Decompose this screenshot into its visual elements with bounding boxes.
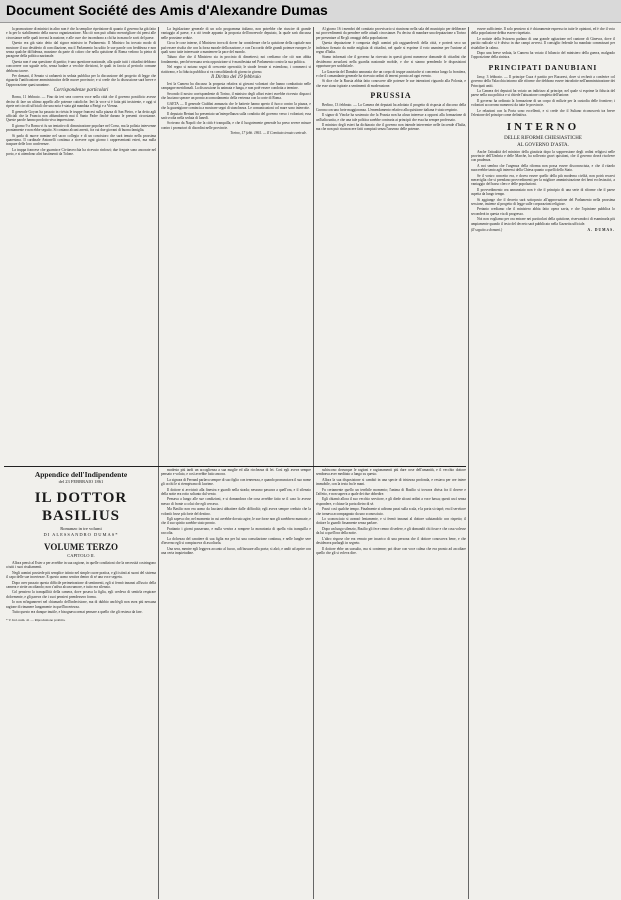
paragraph: Tutto questo era dunque inutile, e bisognava ormai pensare a quello che gli restava da fare. (12, 610, 143, 615)
paragraph: GAETA — Il generale Cialdini annunzia che le batterie hanno aperto il fuoco contro la piazza, e che la guarnigione comincia a mostrare segni di stanchezza. Le comunicazioni col mare sono interrotte. (161, 101, 311, 111)
paragraph: Scrivono da Napoli che la città è tranquilla, e che il luogotenente generale ha preso severe misure contro i promotori di disordini nelle provincie. (161, 121, 311, 130)
novel-author: DI ALESSANDRO DUMAS* (43, 532, 119, 537)
paragraph: Dopo un lungo silenzio, Basilio gli fece cenno di sedere, e gli domandò chi fosse e che cosa volesse da lui a quell'ora della notte. (316, 526, 466, 536)
author-signature: A. DUMAS. (587, 228, 615, 232)
paragraph: Per domani, il Senato si radunerà in seduta pubblica per la discussione del progetto di legge che riguarda l'unificazione amministrativa delle nuove provincie; e si crede che la discussione sarà breve e l'approvazione quasi unanime. (6, 74, 156, 87)
paragraph: Allora la sua disposizione si cambiò in una specie di tristezza profonda, e restava per ore intere immobile, con la testa fra le mani. (316, 477, 466, 487)
paragraph: Il dottore ebbe un sussulto, ma si contenne; poi disse con voce calma che era pronto ad ascoltare quello che gli si voleva dire. (316, 546, 466, 555)
paragraph: A noi sembra che l'urgenza della riforma non possa essere disconosciuta, e che il ritardo nuocerebbe tanto agli interessi della Chiesa quanto a quelli dello Stato. (471, 163, 615, 173)
paragraph: Noi non vogliamo per ora entrare nei particolari della quistione, riservandoci di esaminarla più ampiamente quando il testo del decreto sarà pubblicato nella Gazzetta ufficiale. (471, 217, 615, 226)
feuilleton-label: Appendice dell'Indipendente (34, 470, 128, 479)
paragraph: Lo sconosciuto si avanzò lentamente, e si fermò innanzi al dottore salutandolo con rispetto; il dottore lo guardò fissamente senza parlare. (316, 517, 466, 526)
paragraph: subiscono dovunque le ragioni e ragionamenti più dure cose dell'umanità, e il vecchio dottore sembrava aver meditato a lungo su questo. (316, 468, 466, 477)
paragraph: la promozione di ministri in altro non è che la semplice ripetizione di quanto il governo ha già fatto e fa per lo stabilimento della nuova organizzazione. Ma ciò non può affatto meravigliare chi pensi alle circostanze nelle quali trovasi la nazione, e alle cure che incombono a chi ha in mano le sorti del paese. (6, 27, 156, 40)
section-subheading: AL GOVERNO D'ASTA. (517, 142, 569, 148)
paragraph: Si dice che la Russia abbia fatto conoscere alle potenze le sue intenzioni riguardo alla Polonia, e che esse siano ispirate a sentimenti di moderazione. (316, 79, 466, 88)
paragraph: La Camera dei deputati ha votato un indirizzo al principe, nel quale si esprime la fiducia del paese nella sua politica e si chiede l'attuazione completa dell'unione. (471, 89, 615, 98)
column-rule (158, 27, 159, 899)
paragraph: La signora di Ferrand parlava sempre di suo figlio con tenerezza, e quando pronunciava il suo nome gli occhi le si riempivano di lacrime. (161, 477, 311, 487)
feuilleton-column-2 (161, 468, 311, 898)
signature: Torino, 17 febb. 1861. — Il Comitato tenuto centrale. (230, 131, 307, 136)
paragraph: Il deputato Bertani ha presentato un'interpellanza sulla condotta del governo verso i volontari; essa sarà svolta nella seduta di lunedì. (161, 111, 311, 120)
feuilleton (6, 468, 156, 898)
paragraph: essere sufficiente. Il solo pensiero si è chiaramente espresso in tutte le opinioni, ed è che il voto della popolazione debba essere rispettato. (471, 27, 615, 36)
paragraph: Circa le cose interne, il Ministero trova di dover far considerare che la quistione della capitale non può essere risolta che con la forza morale della nazione, e con l'accordo delle grandi potenze europee, le quali sono tutte interessate a mantenere la pace del mondo. (161, 41, 311, 55)
paragraph: Jassy, 3 febbraio. — Il principe Cuza è partito per Bucarest, dove si recherà a conferire col governo della Valacchia intorno alle riforme che debbono essere introdotte nell'amministrazione dei Principati uniti. (471, 74, 615, 88)
paragraph: Roma, 11 febbraio. — Fino da ieri sera correva voce nella città che il governo pontificio avesse deciso di fare un ultimo appello alle potenze cattoliche. Ieri la voce si è fatta più insistente, e oggi si ripete nei circoli ufficiali che una nota è stata già mandata a Parigi e a Vienna. (6, 95, 156, 109)
paragraph: Anche l'attualità del ministro della giustizia dopo la soppressione degli ordini religiosi nelle provincie dell'Umbria e delle Marche, ha sollevato gravi quistioni, che il governo dovrà risolvere con prudenza. (471, 149, 615, 163)
section-subheading: DELLE RIFORME CHIESIASTICHE (504, 135, 582, 141)
continuation-note: (Il seguito a domani.) (471, 228, 503, 232)
footnote: * V. Ind. num. 41 — Riproduzione proibita. (6, 618, 66, 623)
paragraph: Secondo il nostro corrispondente di Torino, il ministro degli affari esteri avrebbe ricevuto dispacci che lasciano sperare un pronto accomodamento della vertenza con la corte di Roma. (161, 91, 311, 101)
paragraph: La truppa francese che guarnisce Civitavecchia ha ricevuto rinforzi; due fregate sono ancorate nel porto, e si attendono altri bastimenti da Tolone. (6, 147, 156, 157)
feuilleton-date: del 23 FEBBRAIO 1861 (58, 479, 104, 484)
paragraph: Le relazioni con la Porta sono eccellenti, e si crede che il Sultano riconoscerà tra breve l'elezione del principe come definitiva. (471, 108, 615, 118)
column-2 (161, 27, 311, 469)
paragraph: Il provvedimento ora annunziato non è che il principio di una serie di riforme che il paese aspetta da lungo tempo. (471, 187, 615, 197)
paragraph: Egli sapeva che, nel momento in cui avrebbe dovuto agire, le sue forze non gli sarebbero mancate, e che il suo spirito sarebbe stato pronto. (161, 517, 311, 526)
paragraph: Col pensiero la tranquillità della camera, dove posava la figlia, egli credeva di sentirla respirare dolcemente, e gli pareva che i suoi pensieri prendessero forma. (6, 590, 156, 599)
paragraph: modesto più tardi un accoglienza a sua moglie ed alla ricchezza di lei. Così egli aveva sempre pensato e voluto, e così avrebbe fatto ancora. (161, 468, 311, 477)
paragraph: Negli uomini possiede più semplice istinto nel simple cuore pratica, e gli istinti ai suoni del sistema il capo delle sue incertezze. E questo uomo sentiva dentro di sé una voce segreta. (6, 570, 156, 580)
feuilleton-column-3 (316, 468, 466, 898)
section-heading: PRINCIPATI DANUBIANI (488, 62, 598, 72)
paragraph: Il governo ha ordinato la formazione di un corpo di milizie per la custodia delle frontiere; i volontari accorrono numerosi da tutte le provincie. (471, 98, 615, 108)
paragraph: Fu certamente quello un terribile momento; l'anima di Basilio si trovava divisa fra il dovere e l'affetto, e non sapeva a quale dei due obbedire. (316, 487, 466, 497)
column-rule (313, 27, 314, 899)
paragraph: La Gazzetta del Danubio annunzia che un corpo di truppe austriache si concentra lungo la frontiera, e che il comandante generale ha ricevuto ordini di tenersi pronto ad ogni evento. (316, 69, 466, 79)
column-rule (468, 27, 469, 899)
paragraph: Passò così qualche tempo. Finalmente si udirono passi sulla scala, e la porta si riaprì; era il servitore che tornava accompagnato da uno sconosciuto. (316, 507, 466, 516)
paragraph: Le notizie della Svizzera parlano di una grande agitazione nel cantone di Ginevra, dove il partito radicale si è diviso in due campi avversi. Il consiglio federale ha mandato commissari per ristabilire la calma. (471, 36, 615, 50)
paragraph: Pertanto crediamo che il ministero abbia fatto opera savia, e che l'opinione pubblica lo seconderà in questa via di progresso. (471, 207, 615, 216)
column-3 (316, 27, 466, 469)
paragraph: Al giorno 16 i membri del comitato provvisorio si riunirono nella sala del municipio per deliberare sui provvedimenti da prendere nelle attuali circostanze. Fu deciso di mandare una deputazione a Torino per presentare al Re gli omaggi della popolazione. (316, 27, 466, 40)
novel-title: IL DOTTOR BASILIUS (34, 490, 128, 524)
column-1 (6, 27, 156, 469)
paragraph: Frattanto i giorni passavano, e nulla veniva a rompere la monotonia di quella vita tranquilla e raccolta. (161, 526, 311, 536)
paragraph: Nel regno si notano segni di crescente operosità; le strade ferrate si estendono, i commerci si riattivano, e la fiducia pubblica si va consolidando di giorno in giorno. (161, 65, 311, 74)
section-heading: PRUSSIA (370, 91, 412, 101)
paragraph: Questa deputazione è composta degli uomini più ragguardevoli della città, e porterà seco un indirizzo firmato da molte migliaia di cittadini, nel quale si esprime il voto unanime per l'unione al regno d'Italia. (316, 41, 466, 55)
paragraph: Il ministro degli esteri ha dichiarato che il governo non intende intervenire nelle faccende d'Italia, ma che non può riconoscere fatti compiuti senza l'assenso delle potenze. (316, 122, 466, 132)
paragraph: Una sera, mentre egli leggeva accanto al fuoco, udì bussare alla porta; si alzò, e andò ad aprire con una certa inquietudine. (161, 546, 311, 555)
paragraph: Il giorno 9 a Roma vi fu un tentativo di dimostrazione popolare nel Corso, ma la polizia intervenne prontamente e non ebbe seguito. Si contano alcuni arresti, fra cui due giovani di buona famiglia. (6, 123, 156, 133)
paragraph: Berlino, 13 febbraio. — La Camera dei deputati ha adottato il progetto di risposta al discorso della Corona con una forte maggioranza. L'emendamento relativo alla quistione italiana è stato respinto. (316, 103, 466, 112)
paragraph: La legislazione generale di un solo programma italiano, non potrebbe che riuscire di grande vantaggio al paese, e a ciò tende appunto la proposta dell'onorevole deputato, la quale sarà discussa nelle prossime sedute. (161, 27, 311, 40)
paragraph: Pensava a lungo alle sue condizioni, e si domandava che cosa avrebbe fatto se il caso lo avesse messo di fronte a colui che egli cercava. (161, 497, 311, 506)
paragraph: Il signor di Vincke ha sostenuto che la Prussia non ha alcun interesse a opporsi alla formazione di un'Italia unita, e che una tale politica sarebbe contraria ai principii che essa ha sempre professato. (316, 113, 466, 122)
paragraph: Taluno dice che il Ministero sia in procinto di dimettersi; noi crediamo che ciò non abbia fondamento, perché nessuna seria opposizione si è manifestata nel Parlamento contro la sua politica. (161, 55, 311, 64)
paragraph: Dopo una breve seduta, la Camera ha votato il bilancio del ministero della guerra, malgrado l'opposizione della sinistra. (471, 51, 615, 60)
paragraph: Ma Basilio non era uomo da lasciarsi abbattere dalle difficoltà; egli aveva sempre creduto che la volontà fosse più forte del destino. (161, 507, 311, 516)
section-heading: INTERNO (506, 120, 580, 133)
section-heading: Il Diritto del 19 febbraio (211, 75, 261, 81)
paragraph: Dopo aver passato questa difficile perimetrazione di sentimenti, egli si fermò innanzi all'uscio della camera e stette ascoltando; non s'udiva alcun rumore, e tutto era silenzio. (6, 580, 156, 590)
paragraph: Il dottore si avvicinò alla finestra e guardò nella strada; nessuno passava a quell'ora, e il silenzio della notte era rotto soltanto dal vento. (161, 487, 311, 497)
chapter-heading: CAPITOLO II. (67, 553, 95, 558)
paragraph: Siamo informati che il governo ha ricevuto in questi giorni numerose domande di cittadini che desiderano arruolarsi nella guardia nazionale mobile, e che si stanno prendendo le disposizioni opportune per soddisfarle. (316, 55, 466, 69)
article-footer (471, 228, 615, 232)
paragraph: Si parla di nuove nomine nel sacro collegio e di un concistoro che sarà tenuto nella prossima quaresima. Il cardinale Antonelli continua a ricevere ogni giorno i rappresentanti esteri, ma nulla traspare delle loro conferenze. (6, 133, 156, 147)
novel-subtitle: Romanzo in tre volumi (60, 526, 102, 531)
volume-heading: VOLUME TERZO (44, 542, 118, 552)
paragraph: Io non m'ingannerei nel chiamarlo dell'indecisione, ma di dubbio anch'egli non avea più nessuna ragione di rimanere lungamente in quell'incertezza. (6, 600, 156, 609)
paragraph: Si aggiunge che il decreto sarà sottoposto all'approvazione del Parlamento nella prossima sessione, insieme al progetto di legge sulle corporazioni religiose. (471, 197, 615, 206)
newspaper-page (0, 23, 621, 900)
banner (0, 0, 621, 23)
paragraph: Il generale Goyon ha passato in rivista le truppe francesi sulla piazza di San Pietro, e ha detto agli ufficiali che la Francia non abbandonerà mai il Santo Padre finché durano le presenti circostanze. Queste parole hanno prodotto viva impressione. (6, 109, 156, 123)
paragraph: Questo era già stato detto dal signor ministro in Parlamento. Il Ministro ha trovato modo di mostrare il suo desiderio di conciliazione, ma il Parlamento ha udito le sue parole con freddezza e non senza qualche diffidenza, massime da parte di coloro che nella quistione di Roma vedono la pietra di paragone della politica nazionale. (6, 41, 156, 59)
paragraph: La dolcezza del carattere di sua figlia era per lui una consolazione continua, e nelle lunghe sere d'inverno egli si compiaceva di ascoltarla. (161, 536, 311, 546)
section-heading: Corrispondenze particolari (53, 88, 109, 94)
banner-title: Document Société des Amis d'Alexandre Dumas (6, 2, 328, 18)
paragraph: Egli chiamò allora il suo vecchio servitore, e gli diede alcuni ordini a voce bassa; questi uscì senza rispondere, e chiuse la porta dietro di sé. (316, 497, 466, 506)
paragraph: Se il vostro concetto era, e dovea essere quello della più moderna civiltà, non potrà recarvi meraviglia che si prendano provvedimenti per la migliore amministrazione dei beni ecclesiastici, a vantaggio del basso clero e delle popolazioni. (471, 173, 615, 187)
paragraph: Allora pensò al Ester a per avrebbe in sua ragione, in quelle condizioni che la necessità costringono a tutti i suoi risultamenti. (6, 561, 156, 570)
paragraph: L'altro rispose che era venuto per incarico di una persona che il dottore conosceva bene, e che desiderava parlargli in segreto. (316, 536, 466, 546)
paragraph: Questa non è una questione di partito; è una questione nazionale, alla quale tutti i cittadini debbono concorrere con uguale zelo, senza badare a vecchie divisioni, le quali in faccia al pericolo comune debbono tacere. (6, 59, 156, 73)
paragraph: Ieri la Camera ha discusso la proposta relativa ai giovani volontari che hanno combattuto nelle campagne meridionali. La discussione fu animata e lunga, e non poté essere condotta a termine. (161, 82, 311, 91)
column-4 (471, 27, 615, 899)
